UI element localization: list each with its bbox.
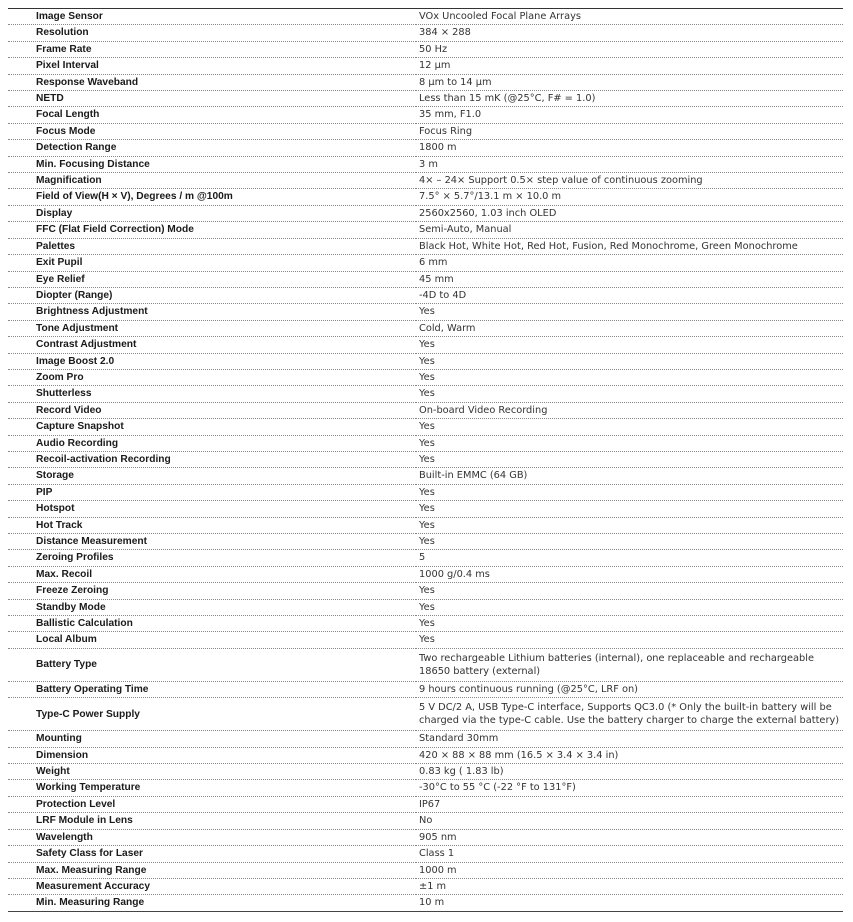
spec-parameter: Battery Type [8, 648, 416, 681]
spec-parameter: Dimension [8, 747, 416, 763]
spec-parameter: Zeroing Profiles [8, 550, 416, 566]
spec-row [8, 484, 843, 500]
spec-row [8, 402, 843, 418]
spec-row [8, 583, 843, 599]
spec-row [8, 41, 843, 57]
spec-row [8, 648, 843, 681]
spec-value: 8 μm to 14 μm [416, 74, 843, 90]
spec-row [8, 681, 843, 697]
spec-value: Black Hot, White Hot, Red Hot, Fusion, Red Monochrome, Green Monochrome [416, 238, 843, 254]
spec-row [8, 517, 843, 533]
spec-row [8, 353, 843, 369]
spec-value: Yes [416, 386, 843, 402]
spec-parameter: LRF Module in Lens [8, 813, 416, 829]
spec-parameter: Standby Mode [8, 599, 416, 615]
spec-parameter: Image Boost 2.0 [8, 353, 416, 369]
spec-value: 7.5° × 5.7°/13.1 m × 10.0 m [416, 189, 843, 205]
spec-parameter: Ballistic Calculation [8, 616, 416, 632]
spec-row [8, 616, 843, 632]
spec-row [8, 698, 843, 731]
spec-parameter: FFC (Flat Field Correction) Mode [8, 222, 416, 238]
specifications-body [8, 9, 843, 911]
spec-parameter: Record Video [8, 402, 416, 418]
spec-value: 2560x2560, 1.03 inch OLED [416, 205, 843, 221]
spec-value: Yes [416, 632, 843, 648]
spec-parameter: Magnification [8, 173, 416, 189]
spec-value: Yes [416, 616, 843, 632]
spec-row [8, 451, 843, 467]
spec-value: 420 × 88 × 88 mm (16.5 × 3.4 × 3.4 in) [416, 747, 843, 763]
spec-parameter: Max. Measuring Range [8, 862, 416, 878]
spec-row [8, 287, 843, 303]
spec-row [8, 501, 843, 517]
spec-value: Less than 15 mK (@25°C, F# = 1.0) [416, 91, 843, 107]
spec-value: Yes [416, 517, 843, 533]
spec-row [8, 91, 843, 107]
spec-parameter: PIP [8, 484, 416, 500]
spec-row [8, 550, 843, 566]
spec-value: ±1 m [416, 878, 843, 894]
spec-row [8, 846, 843, 862]
spec-value: Yes [416, 484, 843, 500]
spec-row [8, 173, 843, 189]
spec-parameter: Zoom Pro [8, 369, 416, 385]
spec-row [8, 9, 843, 25]
spec-row [8, 632, 843, 648]
spec-row [8, 813, 843, 829]
spec-row [8, 566, 843, 582]
spec-row [8, 796, 843, 812]
spec-value: Built-in EMMC (64 GB) [416, 468, 843, 484]
spec-parameter: Weight [8, 764, 416, 780]
spec-row [8, 747, 843, 763]
spec-row [8, 468, 843, 484]
spec-row [8, 58, 843, 74]
spec-parameter: Safety Class for Laser [8, 846, 416, 862]
spec-value: On-board Video Recording [416, 402, 843, 418]
spec-row [8, 780, 843, 796]
spec-row [8, 271, 843, 287]
spec-value: Yes [416, 353, 843, 369]
spec-parameter: Eye Relief [8, 271, 416, 287]
spec-value: Two rechargeable Lithium batteries (internal), one replaceable and rechargeable 18650 battery (external) [416, 648, 843, 681]
spec-parameter: Pixel Interval [8, 58, 416, 74]
spec-value: Yes [416, 304, 843, 320]
spec-parameter: Min. Measuring Range [8, 895, 416, 911]
spec-parameter: Resolution [8, 25, 416, 41]
spec-row [8, 156, 843, 172]
spec-row [8, 534, 843, 550]
spec-row [8, 895, 843, 911]
spec-parameter: Shutterless [8, 386, 416, 402]
spec-row [8, 764, 843, 780]
spec-parameter: Battery Operating Time [8, 681, 416, 697]
spec-parameter: Hot Track [8, 517, 416, 533]
spec-value: 50 Hz [416, 41, 843, 57]
spec-value: 10 m [416, 895, 843, 911]
spec-parameter: Hotspot [8, 501, 416, 517]
spec-value: No [416, 813, 843, 829]
spec-parameter: Tone Adjustment [8, 320, 416, 336]
spec-parameter: Detection Range [8, 140, 416, 156]
spec-parameter: Local Album [8, 632, 416, 648]
spec-row [8, 337, 843, 353]
spec-value: Standard 30mm [416, 731, 843, 747]
spec-value: 3 m [416, 156, 843, 172]
spec-row [8, 369, 843, 385]
spec-value: Yes [416, 534, 843, 550]
spec-value: Yes [416, 599, 843, 615]
spec-parameter: Focus Mode [8, 123, 416, 139]
spec-value: 1000 m [416, 862, 843, 878]
spec-value: Focus Ring [416, 123, 843, 139]
spec-value: 1000 g/0.4 ms [416, 566, 843, 582]
spec-parameter: Mounting [8, 731, 416, 747]
spec-row [8, 320, 843, 336]
spec-value: 5 V DC/2 A, USB Type-C interface, Supports QC3.0 (* Only the built-in battery will be charged via the type-C cable. Use the battery charger to charge the external battery) [416, 698, 843, 731]
spec-row [8, 829, 843, 845]
spec-value: 384 × 288 [416, 25, 843, 41]
spec-value: IP67 [416, 796, 843, 812]
spec-row [8, 205, 843, 221]
spec-value: 1800 m [416, 140, 843, 156]
spec-parameter: Focal Length [8, 107, 416, 123]
spec-value: Semi-Auto, Manual [416, 222, 843, 238]
spec-parameter: NETD [8, 91, 416, 107]
spec-parameter: Capture Snapshot [8, 419, 416, 435]
spec-row [8, 107, 843, 123]
specifications-table [8, 9, 843, 912]
spec-parameter: Working Temperature [8, 780, 416, 796]
spec-value: 6 mm [416, 255, 843, 271]
spec-value: 905 nm [416, 829, 843, 845]
spec-row [8, 74, 843, 90]
spec-value: VOx Uncooled Focal Plane Arrays [416, 9, 843, 25]
spec-parameter: Brightness Adjustment [8, 304, 416, 320]
spec-parameter: Contrast Adjustment [8, 337, 416, 353]
spec-value: Yes [416, 451, 843, 467]
spec-value: 45 mm [416, 271, 843, 287]
spec-row [8, 304, 843, 320]
spec-parameter: Frame Rate [8, 41, 416, 57]
spec-parameter: Exit Pupil [8, 255, 416, 271]
spec-parameter: Min. Focusing Distance [8, 156, 416, 172]
spec-row [8, 140, 843, 156]
spec-row [8, 878, 843, 894]
spec-row [8, 123, 843, 139]
spec-parameter: Protection Level [8, 796, 416, 812]
spec-row [8, 731, 843, 747]
spec-parameter: Distance Measurement [8, 534, 416, 550]
spec-parameter: Palettes [8, 238, 416, 254]
spec-value: Yes [416, 419, 843, 435]
spec-parameter: Freeze Zeroing [8, 583, 416, 599]
spec-value: 35 mm, F1.0 [416, 107, 843, 123]
spec-value: 5 [416, 550, 843, 566]
spec-parameter: Image Sensor [8, 9, 416, 25]
spec-value: Yes [416, 501, 843, 517]
spec-row [8, 189, 843, 205]
spec-row [8, 255, 843, 271]
spec-parameter: Max. Recoil [8, 566, 416, 582]
spec-value: 0.83 kg ( 1.83 lb) [416, 764, 843, 780]
spec-parameter: Recoil-activation Recording [8, 451, 416, 467]
spec-row [8, 222, 843, 238]
spec-value: Cold, Warm [416, 320, 843, 336]
spec-parameter: Type-C Power Supply [8, 698, 416, 731]
spec-parameter: Wavelength [8, 829, 416, 845]
spec-row [8, 238, 843, 254]
spec-parameter: Storage [8, 468, 416, 484]
spec-value: Yes [416, 337, 843, 353]
spec-parameter: Field of View(H × V), Degrees / m @100m [8, 189, 416, 205]
spec-row [8, 599, 843, 615]
spec-value: -30°C to 55 °C (-22 °F to 131°F) [416, 780, 843, 796]
spec-parameter: Diopter (Range) [8, 287, 416, 303]
spec-row [8, 862, 843, 878]
spec-value: Class 1 [416, 846, 843, 862]
spec-parameter: Display [8, 205, 416, 221]
spec-value: 12 μm [416, 58, 843, 74]
spec-row [8, 25, 843, 41]
spec-parameter: Audio Recording [8, 435, 416, 451]
spec-value: Yes [416, 435, 843, 451]
spec-row [8, 435, 843, 451]
spec-row [8, 419, 843, 435]
spec-value: 9 hours continuous running (@25°C, LRF on) [416, 681, 843, 697]
spec-row [8, 386, 843, 402]
spec-value: Yes [416, 583, 843, 599]
spec-value: Yes [416, 369, 843, 385]
spec-value: 4× – 24× Support 0.5× step value of continuous zooming [416, 173, 843, 189]
spec-value: -4D to 4D [416, 287, 843, 303]
spec-parameter: Measurement Accuracy [8, 878, 416, 894]
spec-parameter: Response Waveband [8, 74, 416, 90]
